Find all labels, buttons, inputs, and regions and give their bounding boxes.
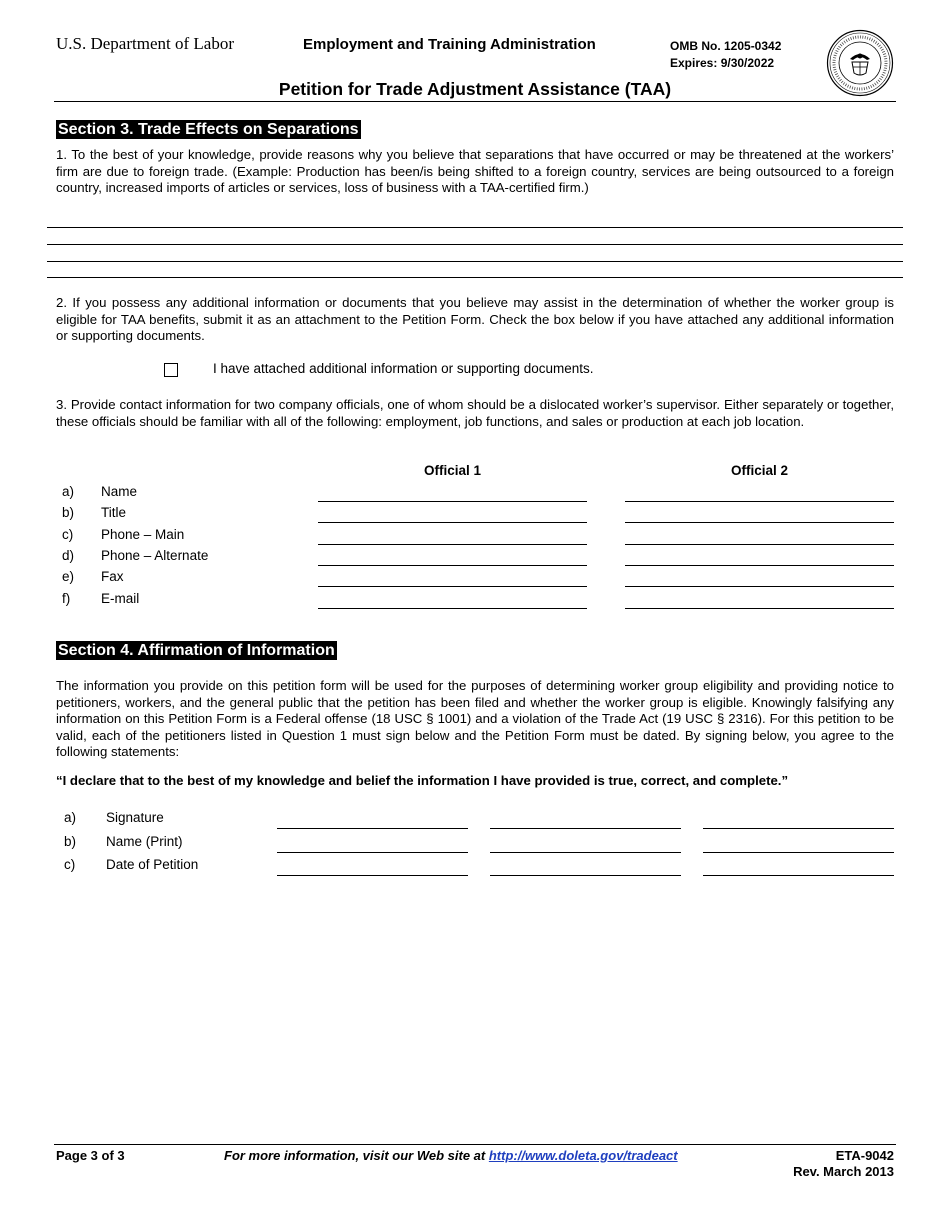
official-row-letter: d) bbox=[62, 548, 75, 563]
question-1-text: 1. To the best of your knowledge, provide reasons why you believe that separations that have occurred or may be threatened at the workers’ firm are due to foreign trade. (Example: Production has been/is being shifted to a foreign country, services are being outsourced to a foreign country, increased imports of articles or services, loss of business with a TAA-certified firm.) bbox=[56, 147, 894, 195]
official-row-letter: e) bbox=[62, 569, 75, 584]
footer-info-text: For more information, visit our Web site at bbox=[224, 1148, 489, 1163]
official-row-letter: c) bbox=[62, 527, 74, 542]
official-1-header: Official 1 bbox=[423, 463, 482, 478]
section3-heading: Section 3. Trade Effects on Separations bbox=[58, 121, 359, 138]
form-id bbox=[793, 1148, 894, 1180]
agency-name: Employment and Training Administration bbox=[303, 36, 596, 53]
signature-row-label: Name (Print) bbox=[106, 834, 183, 849]
expiration-date: Expires: 9/30/2022 bbox=[670, 56, 775, 70]
footer-info bbox=[224, 1148, 678, 1163]
official-2-email-field[interactable] bbox=[625, 608, 894, 609]
section4-heading: Section 4. Affirmation of Information bbox=[58, 642, 335, 659]
answer-line-2[interactable] bbox=[47, 244, 903, 245]
omb-number: OMB No. 1205-0342 bbox=[670, 39, 782, 53]
signature-row-letter: a) bbox=[64, 810, 77, 825]
official-row-label: E-mail bbox=[101, 591, 140, 606]
date-field-3[interactable] bbox=[703, 875, 894, 876]
official-2-name-field[interactable] bbox=[625, 501, 894, 502]
official-2-phone-main-field[interactable] bbox=[625, 544, 894, 545]
print-name-field-1[interactable] bbox=[277, 852, 468, 853]
official-2-phone-alt-field[interactable] bbox=[625, 565, 894, 566]
page-number: Page 3 of 3 bbox=[56, 1148, 125, 1163]
affirmation-paragraph: The information you provide on this petition form will be used for the purposes of determining worker group eligibility and providing notice to petitioners, workers, and the general public that the petition has been filed and whether the worker group is eligible. Knowingly falsifying any information on this Petition Form is a Federal offense (18 USC § 1001) and a violation of the Trade Act (19 USC § 2316). For this petition to be valid, each of the petitioners listed in Question 1 must sign below and the Petition Form must be dated. By signing below, you agree to the following statements: bbox=[56, 678, 894, 759]
official-row-letter: f) bbox=[62, 591, 71, 606]
attachment-checkbox[interactable] bbox=[164, 363, 178, 377]
official-row-letter: a) bbox=[62, 484, 75, 499]
official-1-email-field[interactable] bbox=[318, 608, 587, 609]
signature-field-3[interactable] bbox=[703, 828, 894, 829]
official-1-title-field[interactable] bbox=[318, 522, 587, 523]
signature-row-letter: c) bbox=[64, 857, 76, 872]
doleta-link[interactable]: http://www.doleta.gov/tradeact bbox=[488, 1148, 678, 1163]
official-1-phone-alt-field[interactable] bbox=[318, 565, 587, 566]
question-2-text: 2. If you possess any additional information or documents that you believe may assist in the determination of whether the worker group is eligible for TAA benefits, submit it as an attachment to the Petition Form. Check the box below if you have attached any additional information or supporting documents. bbox=[56, 295, 894, 343]
attachment-checkbox-label: I have attached additional information or supporting documents. bbox=[213, 361, 594, 376]
signature-field-2[interactable] bbox=[490, 828, 681, 829]
date-field-1[interactable] bbox=[277, 875, 468, 876]
answer-line-3[interactable] bbox=[47, 261, 903, 262]
official-row-label: Title bbox=[101, 505, 127, 520]
official-row-label: Fax bbox=[101, 569, 124, 584]
declaration-statement: “I declare that to the best of my knowledge and belief the information I have provided is true, correct, and complete.” bbox=[56, 773, 789, 788]
omb-info bbox=[670, 38, 781, 72]
form-title: Petition for Trade Adjustment Assistance (TAA) bbox=[278, 79, 672, 99]
signature-row-label: Date of Petition bbox=[106, 857, 199, 872]
official-1-name-field[interactable] bbox=[318, 501, 587, 502]
department-name: U.S. Department of Labor bbox=[56, 34, 234, 53]
official-2-fax-field[interactable] bbox=[625, 586, 894, 587]
answer-line-1[interactable] bbox=[47, 227, 903, 228]
footer-divider bbox=[54, 1144, 896, 1145]
print-name-field-2[interactable] bbox=[490, 852, 681, 853]
revision-date: Rev. March 2013 bbox=[793, 1164, 894, 1179]
signature-row-letter: b) bbox=[64, 834, 77, 849]
form-number: ETA-9042 bbox=[835, 1148, 894, 1163]
official-row-letter: b) bbox=[62, 505, 75, 520]
signature-row-label: Signature bbox=[106, 810, 164, 825]
date-field-2[interactable] bbox=[490, 875, 681, 876]
header-divider bbox=[54, 101, 896, 102]
official-row-label: Phone – Alternate bbox=[101, 548, 209, 563]
official-2-title-field[interactable] bbox=[625, 522, 894, 523]
official-row-label: Name bbox=[101, 484, 138, 499]
question-3-text: 3. Provide contact information for two company officials, one of whom should be a dislocated worker’s supervisor. Either separately or together, these officials should be familiar with all of the following: employment, job functions, and sales or production at each job location. bbox=[56, 397, 894, 429]
print-name-field-3[interactable] bbox=[703, 852, 894, 853]
answer-line-4[interactable] bbox=[47, 277, 903, 278]
official-1-phone-main-field[interactable] bbox=[318, 544, 587, 545]
official-2-header: Official 2 bbox=[730, 463, 789, 478]
signature-field-1[interactable] bbox=[277, 828, 468, 829]
official-row-label: Phone – Main bbox=[101, 527, 185, 542]
official-1-fax-field[interactable] bbox=[318, 586, 587, 587]
